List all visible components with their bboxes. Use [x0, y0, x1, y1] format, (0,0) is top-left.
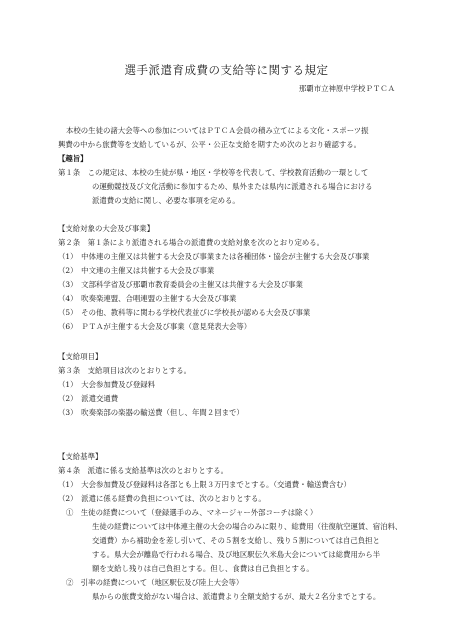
organization-name: 那覇市立神原中学校ＰＴＣＡ: [298, 84, 395, 93]
article-1-line: 派遣費の支給に関し、必要な事項を定める。: [92, 196, 240, 205]
target-item: （4） 吹奏楽連盟、合唱連盟の主催する大会及び事業: [58, 294, 237, 303]
criteria-text: 県からの旅費支給がない場合は、派遣費より全額支給するが、最大２名分までとする。: [92, 592, 381, 601]
criteria-text: する。県大会が離島で行われる場合、及び地区駅伝久米島大会については総費用から半: [92, 550, 381, 559]
target-item: （2） 中文連の主催又は共催する大会及び事業: [58, 266, 215, 275]
criteria-text: 生徒の経費については中体連主催の大会の場合のみに限り、総費用（往復航空運賃、宿泊料、: [92, 522, 403, 531]
article-1-line: 第１条 この規定は、本校の生徒が県・地区・学校等を代表して、学校教育活動の一環として: [58, 168, 369, 177]
target-item: （6） ＰＴＡが主催する大会及び事業（意見発表大会等）: [58, 322, 252, 331]
criteria-subitem: ② 引率の経費について（地区駅伝及び陸上大会等）: [66, 578, 244, 587]
article-2-line: 第２条 第１条により派遣される場合の派遣費の支給対象を次のとおり定める。: [58, 238, 325, 247]
payment-item: （3） 吹奏楽部の楽器の輸送費（但し、年間２回まで）: [58, 408, 244, 417]
criteria-item: （1） 大会参加費及び登録料は各部とも上限３万円までとする。（交通費・輸送費含む）: [58, 480, 351, 489]
target-item: （5） その他、教科等に関わる学校代表並びに学校長が認める大会及び事業: [58, 308, 311, 317]
criteria-text: 交通費）から補助金を差し引いて、その５割を支給し、残り５割については自己負担と: [92, 536, 380, 545]
payment-item: （1） 大会参加費及び登録料: [58, 380, 156, 389]
section-heading-purpose: 【趣旨】: [58, 154, 88, 163]
article-1-line: の運動競技及び文化活動に参加するため、県外または県内に派遣される場合における: [92, 182, 373, 191]
document-title: 選手派遣育成費の支給等に関する規定: [124, 63, 329, 77]
article-3-line: 第３条 支給項目は次のとおりとする。: [58, 366, 192, 375]
payment-item: （2） 派遣交通費: [58, 394, 119, 403]
section-heading-target: 【支給対象の大会及び事業】: [58, 224, 155, 233]
target-item: （3） 文部科学省及び那覇市教育委員会の主催又は共催する大会及び事業: [58, 280, 303, 289]
article-4-line: 第４条 派遣に係る支給基準は次のとおりとする。: [58, 466, 228, 475]
criteria-item: （2） 派遣に係る経費の負担については、次のとおりとする。: [58, 494, 266, 503]
preamble-line: 本校の生徒の諸大会等への参加についてはＰＴＣＡ会員の積み立てによる文化・スポーツ振: [66, 126, 369, 135]
criteria-text: 額を支給し残りは自己負担とする。但し、食費は自己負担とする。: [92, 564, 314, 573]
section-heading-criteria: 【支給基準】: [58, 452, 103, 461]
preamble-line: 興費の中から旅費等を支給しているが、公平・公正な支給を期すため次のとおり確認する。: [58, 140, 362, 149]
section-heading-items: 【支給項目】: [58, 352, 103, 361]
target-item: （1） 中体連の主催又は共催する大会及び事業または各種団体・協会が主催する大会及び事業: [58, 252, 370, 261]
criteria-subitem: ① 生徒の経費について（登録選手のみ、マネージャー外部コーチは除く）: [66, 508, 318, 517]
